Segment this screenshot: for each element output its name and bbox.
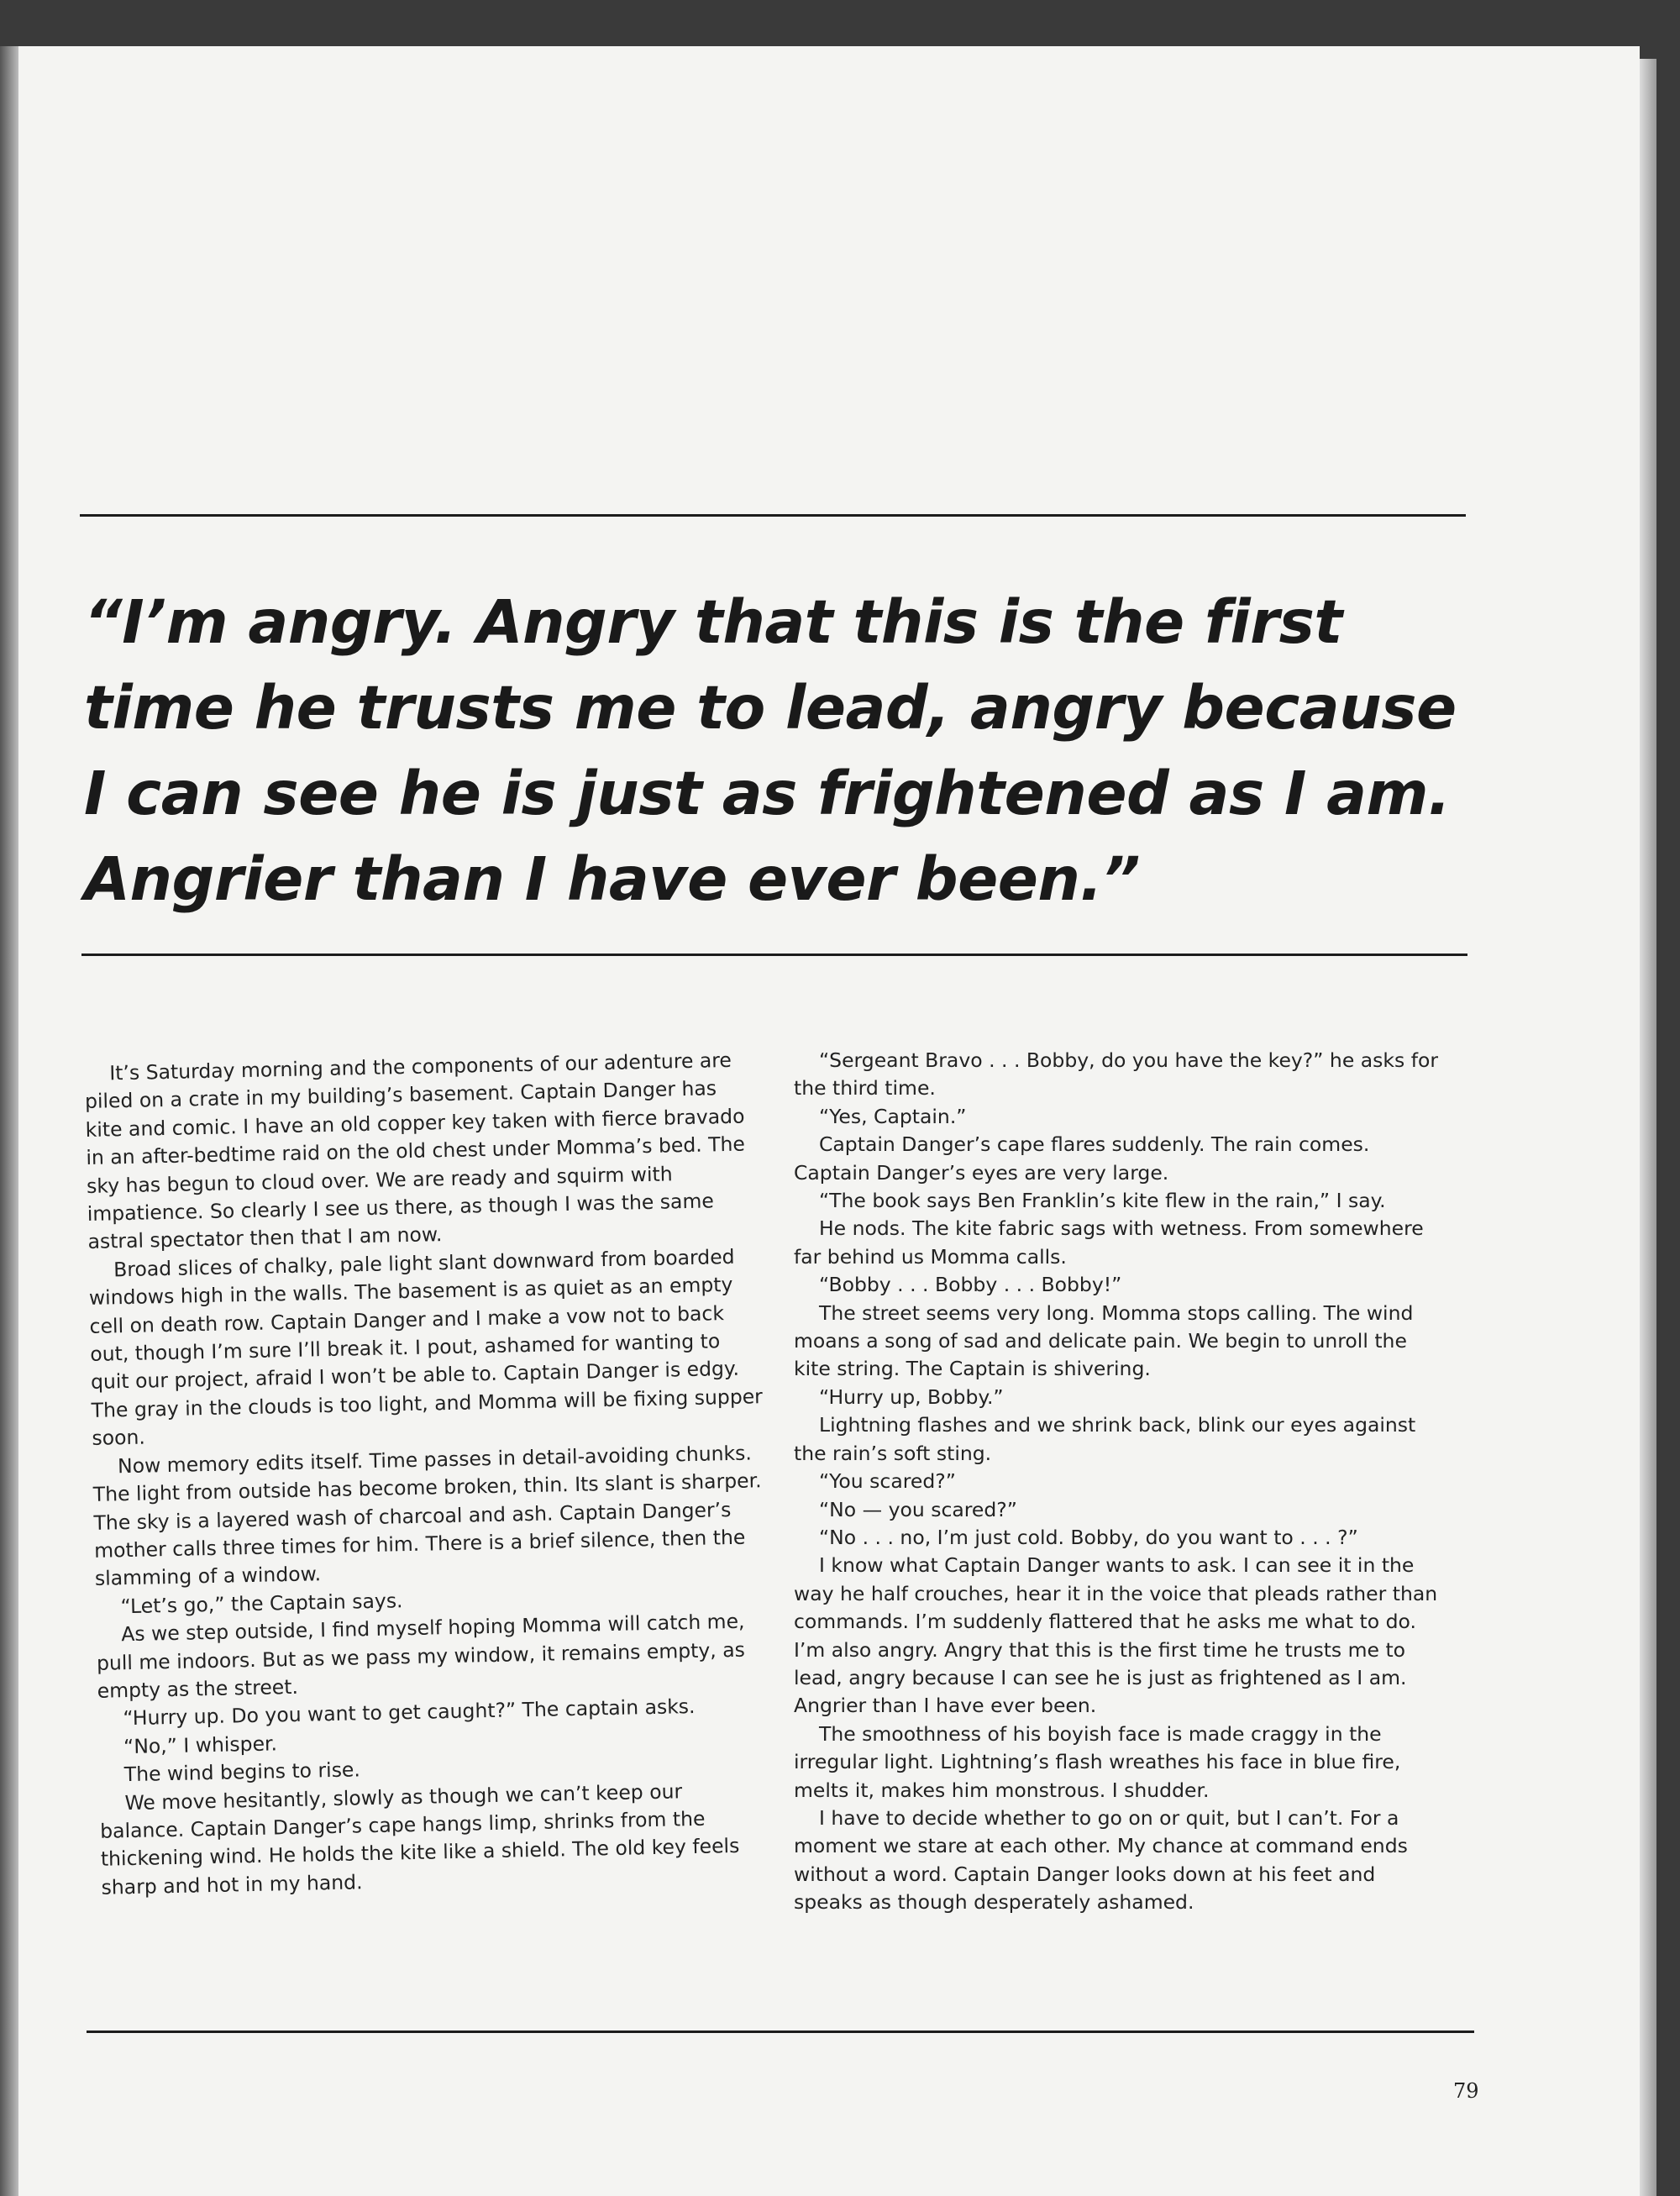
pull-quote: “I’m angry. Angry that this is the first time he trusts me to lead, angry because I can see he is just as frightened as I am. Angrier than I have ever been.” [84,587,1457,914]
paragraph: “Yes, Captain.” [819,1104,967,1128]
paragraph: “No . . . no, I’m just cold. Bobby, do you want to . . . ?” [819,1525,1358,1549]
paragraph: “You scared?” [819,1469,956,1494]
paragraph: The street seems very long. Momma stops calling. The wind moans a song of sad and delicate pain. We begin to unroll the kite string. The Captain is shivering. [794,1300,1414,1381]
left-column [84,1046,774,1902]
paragraph: The wind begins to rise. [123,1757,361,1787]
paragraph: “Hurry up. Do you want to get caught?” The captain asks. [123,1694,696,1731]
bottom-rule [87,2031,1474,2033]
book-binding [0,46,18,2196]
paragraph: “Bobby . . . Bobby . . . Bobby!” [819,1273,1122,1297]
paragraph: “Hurry up, Bobby.” [819,1384,1004,1409]
top-rule [80,514,1466,517]
paragraph: “Sergeant Bravo . . . Bobby, do you have the key?” he asks for the third time. [794,1048,1439,1101]
paragraph: Broad slices of chalky, pale light slant downward from boarded windows high in the walls. The basement is as quiet as an empty cell on death row. Captain Danger and I make a vow not to back out, though I’m sure I’ll break it. I pout, ashamed for wanting to quit our project, afraid I won’t be able to. Captain Danger is edgy. The gray in the clouds is too light, and Momma will be fixing supper soon. [88,1244,764,1451]
paragraph: I have to decide whether to go on or quit, but I can’t. For a moment we stare at each other. My chance at command ends without a word. Captain Danger looks down at his feet and speaks as though desperately ashamed. [794,1805,1408,1915]
page-edge [1640,59,1656,2196]
paragraph: We move hesitantly, slowly as though we can’t keep our balance. Captain Danger’s cape hangs limp, shrinks from the thickening wind. He holds the kite like a shield. The old key feels sharp and hot in my hand. [99,1778,740,1899]
paragraph: As we step outside, I find myself hoping Momma will catch me, pull me indoors. But as we pass my window, it remains empty, as empty as the street. [96,1609,746,1703]
paragraph: Now memory edits itself. Time passes in detail-avoiding chunks. The light from outside has become broken, thin. Its slant is sharper. The sky is a layered wash of charcoal and ash. Captain Danger’s mother calls three times for him. There is a brief silence, then the slamming of a window. [92,1441,762,1591]
middle-rule [81,954,1467,956]
paragraph: “The book says Ben Franklin’s kite flew in the rain,” I say. [819,1189,1386,1213]
paragraph: “Let’s go,” the Captain says. [120,1588,403,1618]
paragraph: He nods. The kite fabric sags with wetness. From somewhere far behind us Momma calls. [794,1216,1424,1269]
paragraph: The smoothness of his boyish face is made craggy in the irregular light. Lightning’s flash wreathes his face in blue fire, melts it, makes him monstrous. I shudder. [794,1721,1401,1802]
paragraph: I know what Captain Danger wants to ask. I can see it in the way he half crouches, hear it in the voice that pleads rather than commands. I’m suddenly flattered that he asks me what to do. I’m also angry. Angry that this is the first time he trusts me to lead, angry because I can see he is just as frightened as I am. Angrier than I have ever been. [794,1553,1438,1718]
paragraph: “No — you scared?” [819,1497,1017,1521]
paragraph: Captain Danger’s cape flares suddenly. The rain comes. Captain Danger’s eyes are very large. [794,1132,1370,1185]
paragraph: Lightning flashes and we shrink back, blink our eyes against the rain’s soft sting. [794,1413,1416,1465]
page-number: 79 [1453,2079,1479,2103]
paragraph: “No,” I whisper. [123,1731,278,1758]
right-column [794,1047,1449,1917]
paragraph: It’s Saturday morning and the components of our adenture are piled on a crate in my building’s basement. Captain Danger has kite and comic. I have an old copper key taken with fierce bravado in an after-bedtime raid on the old chest under Momma’s bed. The sky has begun to cloud over. We are ready and squirm with impatience. So clearly I see us there, as though I was the same astral spectator then that I am now. [84,1048,746,1254]
